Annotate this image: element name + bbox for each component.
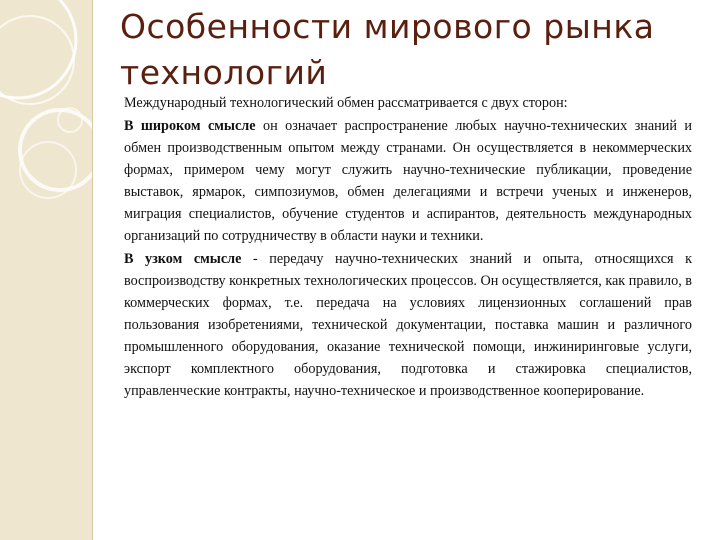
- narrow-sense-paragraph: [124, 248, 692, 402]
- decorative-rings: [0, 0, 92, 540]
- broad-sense-paragraph: [124, 115, 692, 247]
- broad-sense-term: В широком смысле: [124, 118, 256, 134]
- narrow-sense-text: - передачу научно-технических знаний и опыта, относящихся к воспроизводству конкретных технологических процессов. Он осуществляется, как правило, в коммерческих формах, т.е. передача на условиях лицензионных соглашений прав пользования изобретениями, технической документации, поставка машин и различного промышленного оборудования, оказание технической помощи, инжиниринговые услуги, экспорт комплектного оборудования, подготовка и стажировка специалистов, управленческие контракты, научно-техническое и производственное кооперирование.: [124, 251, 692, 399]
- slide-title: Особенности мирового рынка технологий: [120, 7, 655, 92]
- broad-sense-text: он означает распространение любых научно-технических знаний и обмен производственным опытом между странами. Он осуществляется в некоммерческих формах, примером чему могут служить научно-технические публикации, проведение выставок, ярмарок, симпозиумов, обмен делегациями и встречи ученых и инженеров, миграция специалистов, обучение студентов и аспирантов, деятельность международных организаций по сотрудничеству в области науки и техники.: [124, 118, 692, 244]
- sidebar-divider: [92, 0, 93, 540]
- slide-body: [124, 92, 692, 403]
- intro-paragraph: Международный технологический обмен рассматривается с двух сторон:: [124, 95, 568, 111]
- narrow-sense-term: В узком смысле: [124, 251, 242, 267]
- decorative-sidebar: [0, 0, 92, 540]
